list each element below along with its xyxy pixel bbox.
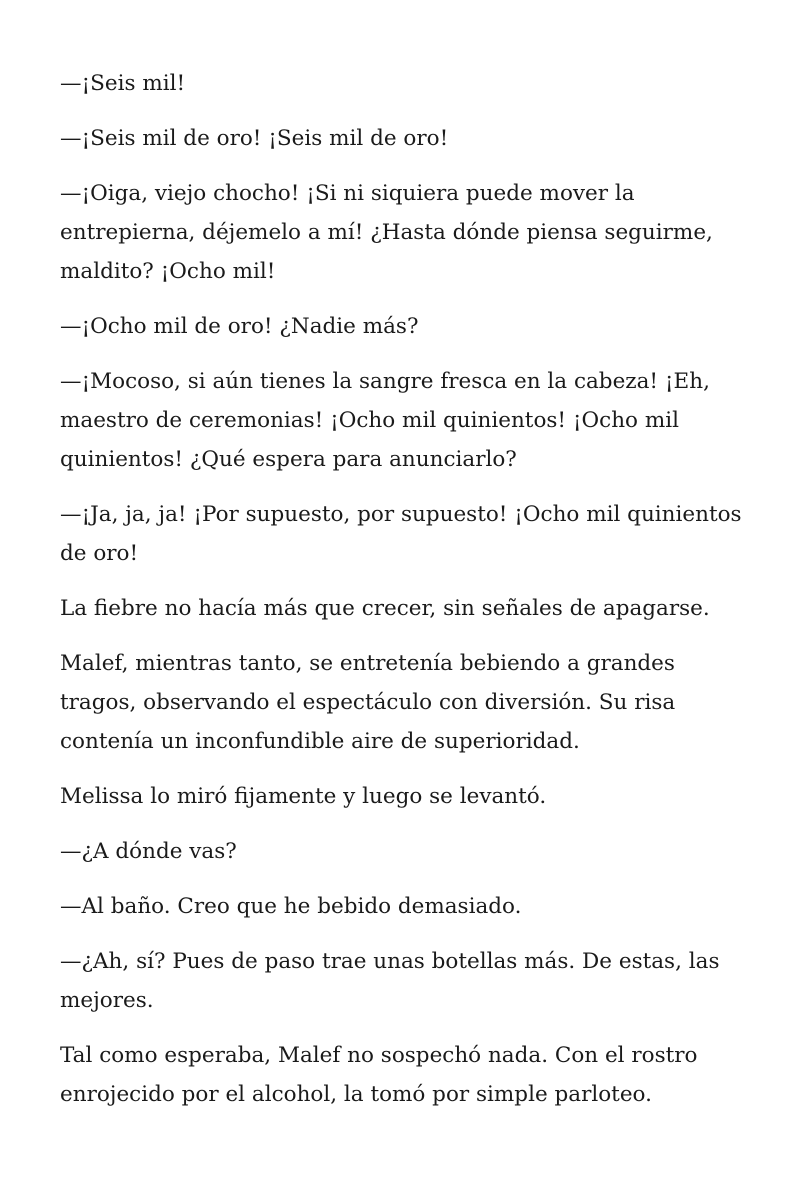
paragraph: —¡Seis mil! (60, 71, 186, 96)
paragraph: La fiebre no hacía más que crecer, sin señales de apagarse. (60, 596, 710, 621)
paragraph: —¡Mocoso, si aún tienes la sangre fresca en la cabeza! ¡Eh, maestro de ceremonias! ¡Ocho mil quinientos! ¡Ocho mil quinientos! ¿Qué espera para anunciarlo? (60, 369, 710, 472)
page-text-body (60, 64, 750, 1130)
paragraph: —¿Ah, sí? Pues de paso trae unas botellas más. De estas, las mejores. (60, 949, 720, 1013)
paragraph: Malef, mientras tanto, se entretenía bebiendo a grandes tragos, observando el espectáculo con diversión. Su risa contenía un inconfundible aire de superioridad. (60, 651, 676, 754)
paragraph: —¡Ocho mil de oro! ¿Nadie más? (60, 314, 419, 339)
paragraph: —¡Ja, ja, ja! ¡Por supuesto, por supuesto! ¡Ocho mil quinientos de oro! (60, 502, 742, 566)
paragraph: Melissa lo miró fijamente y luego se levantó. (60, 784, 547, 809)
paragraph: Tal como esperaba, Malef no sospechó nada. Con el rostro enrojecido por el alcohol, la tomó por simple parloteo. (60, 1043, 698, 1107)
paragraph: —¡Seis mil de oro! ¡Seis mil de oro! (60, 126, 449, 151)
paragraph: —¿A dónde vas? (60, 839, 237, 864)
paragraph: —¡Oiga, viejo chocho! ¡Si ni siquiera puede mover la entrepierna, déjemelo a mí! ¿Hasta dónde piensa seguirme, maldito? ¡Ocho mil! (60, 181, 713, 284)
paragraph: —Al baño. Creo que he bebido demasiado. (60, 894, 522, 919)
